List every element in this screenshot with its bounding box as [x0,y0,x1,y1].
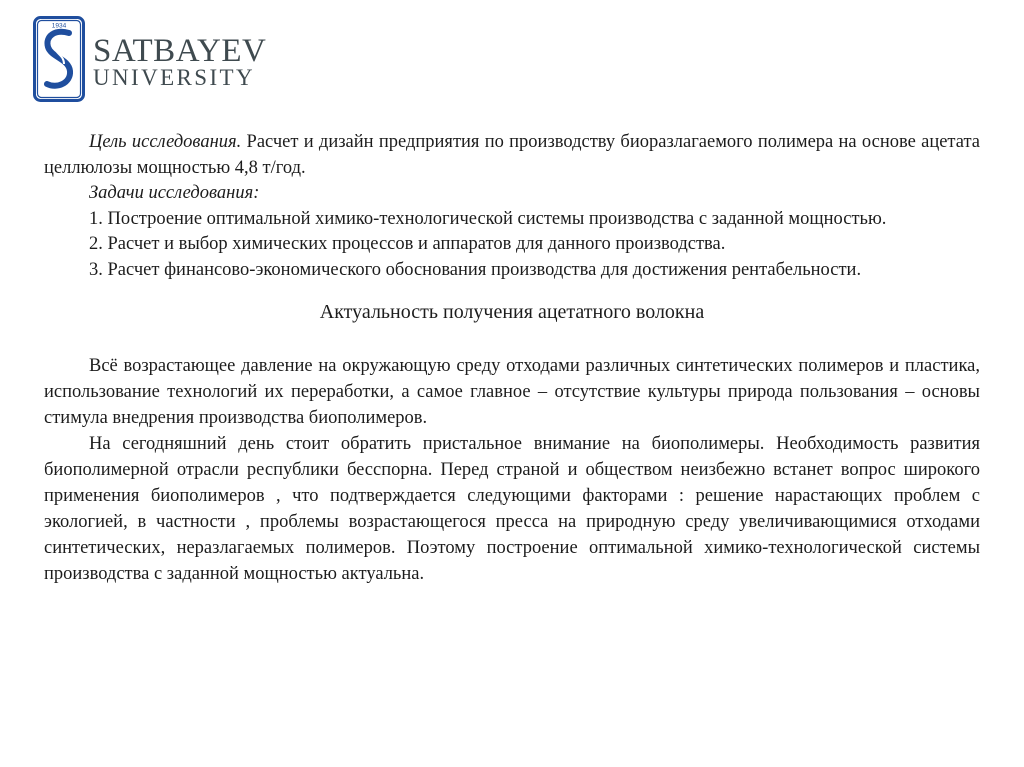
task-item-3: 3. Расчет финансово-экономического обоснования производства для достижения рентабельности. [89,259,862,280]
university-logo [33,16,267,106]
logo-name-line1: SATBAYEV [93,33,267,69]
goal-label: Цель исследования. [89,132,242,152]
tasks-heading [44,181,980,207]
section-paragraph-2: На сегодняшний день стоит обратить пристальное внимание на биополимеры. Необходимость развития биополимерной отрасли республики бесспорна. Перед страной и обществом неизбежно встанет вопрос широкого применения биополимеров , что подтверждается следующими факторами : решение нарастающих проблем с экологией, в частности , проблемы возрастающегося пресса на природную среду увеличивающимися отходами синтетических, неразлагаемых полимеров. Поэтому построение оптимальной химико-технологической системы производства с заданной мощностью актуальна. [44,434,980,584]
university-emblem-icon [33,16,85,102]
goal-text: Расчет и дизайн предприятия по производству биоразлагаемого полимера на основе ацетата целлюлозы мощностью 4,8 т/год. [44,132,980,178]
tasks-label: Задачи исследования: [89,183,260,203]
section-heading: Актуальность получения ацетатного волокна [319,301,705,323]
research-goal [44,130,980,181]
logo-name-line2: UNIVERSITY [93,65,255,90]
task-item-2: 2. Расчет и выбор химических процессов и аппаратов для данного производства. [89,234,726,254]
logo-wordmark [93,33,267,90]
logo-year: 1934 [51,22,67,30]
section-paragraph-1: Всё возрастающее давление на окружающую среду отходами различных синтетических полимеров и пластика, использование технологий их переработки, а самое главное – отсутствие культуры природа пользования – основы стимула внедрения производства биополимеров. [44,356,980,428]
task-item-1: 1. Построение оптимальной химико-технологической системы производства с заданной мощностью. [89,208,887,229]
document-body [44,130,980,587]
